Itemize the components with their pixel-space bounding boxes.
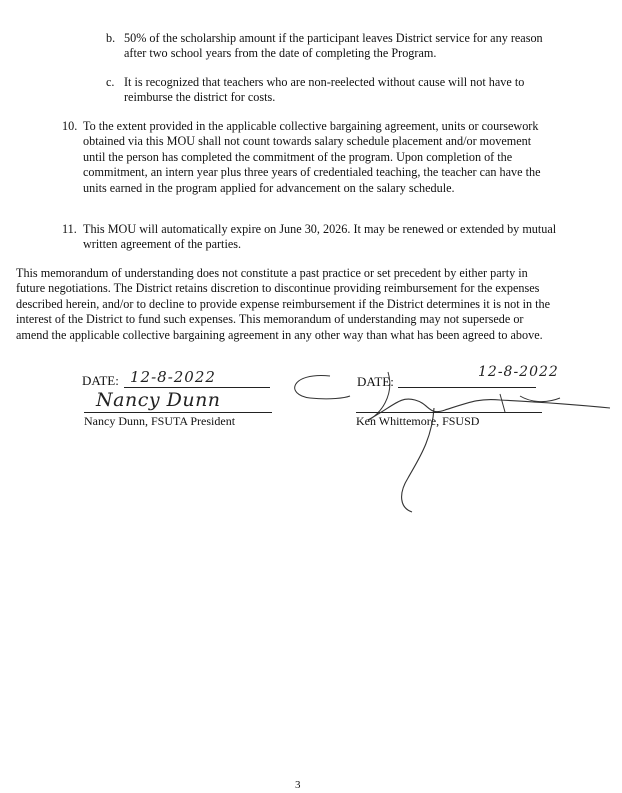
left-date-value: 12-8-2022 (130, 368, 216, 386)
page-number: 3 (295, 779, 301, 791)
right-date-value: 12-8-2022 (478, 364, 559, 380)
left-date-label: DATE: (82, 373, 119, 388)
item-c-marker: c. (106, 75, 115, 89)
item-10-text: To the extent provided in the applicable collective bargaining agreement, units or coursework obtained via this MOU shall not count towards salary schedule placement and/or movement until the person has completed the commitment of the program. Upon completion of the commitment, an intern year plus three years of credentialed teaching, the teacher can have the units earned in the program applied for advancement on the salary schedule. (83, 119, 541, 195)
right-signature-line (356, 412, 542, 413)
right-date-label: DATE: (357, 374, 394, 389)
item-b-marker: b. (106, 31, 116, 45)
item-c-text: It is recognized that teachers who are non-reelected without cause will not have to reimburse the district for costs. (124, 75, 525, 105)
item-b-text: 50% of the scholarship amount if the participant leaves District service for any reason after two school years from the date of completing the Program. (124, 31, 543, 61)
left-signature: Nancy Dunn (96, 389, 221, 411)
right-date-line (398, 387, 536, 388)
item-11-marker: 11. (62, 222, 77, 236)
right-name-title: Ken Whittemore, FSUSD (356, 414, 480, 428)
item-10-marker: 10. (62, 119, 78, 133)
closing-paragraph: This memorandum of understanding does not constitute a past practice or set precedent by either party in future negotiations. The District retains discretion to discontinue providing reimbursement for the expenses described herein, and/or to decline to provide expense reimbursement if the District determines it is not in the interest of the District to fund such expenses. This memorandum of understanding may not supersede or amend the applicable collective bargaining agreement in any other way than what has been agreed to above. (16, 266, 551, 342)
item-11-text: This MOU will automatically expire on June 30, 2026. It may be renewed or extended by mutual written agreement of the parties. (83, 222, 557, 252)
left-name-title: Nancy Dunn, FSUTA President (84, 414, 236, 428)
